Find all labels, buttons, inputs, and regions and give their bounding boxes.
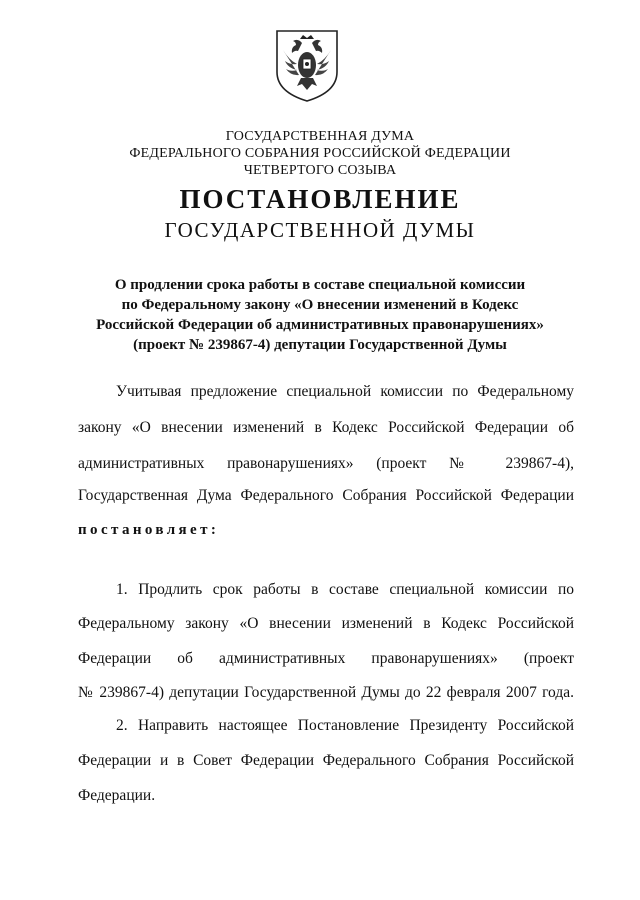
issuer-line: ФЕДЕРАЛЬНОГО СОБРАНИЯ РОССИЙСКОЙ ФЕДЕРАЦИИ bbox=[129, 146, 511, 161]
document-type-title: ПОСТАНОВЛЕНИЕ bbox=[179, 184, 461, 214]
document-type-subtitle: ГОСУДАРСТВЕННОЙ ДУМЫ bbox=[164, 218, 476, 242]
item-2-line: Федерации. bbox=[78, 787, 156, 804]
item-2-line: Федерации и в Совет Федерации Федерального Собрания Российской bbox=[78, 752, 574, 769]
item-1-line: Федерации об административных правонарушениях» (проект bbox=[78, 650, 574, 667]
subject-line: по Федеральному закону «О внесении изменений в Кодекс bbox=[121, 297, 519, 313]
item-1-line: № 239867-4) депутации Государственной Думы до 22 февраля 2007 года. bbox=[78, 684, 574, 701]
issuer-line: ЧЕТВЕРТОГО СОЗЫВА bbox=[243, 163, 397, 178]
preamble-line: Учитывая предложение специальной комиссии по Федеральному bbox=[116, 383, 574, 400]
double-headed-eagle-emblem-icon bbox=[274, 28, 340, 104]
preamble-line: Государственная Дума Федерального Собрания Российской Федерации bbox=[78, 487, 574, 504]
decree-word: постановляет: bbox=[78, 522, 220, 538]
item-1-line: 1. Продлить срок работы в составе специальной комиссии по bbox=[116, 581, 574, 598]
issuer-line: ГОСУДАРСТВЕННАЯ ДУМА bbox=[225, 129, 415, 144]
subject-line: О продлении срока работы в составе специальной комиссии bbox=[114, 277, 526, 293]
preamble-line: закону «О внесении изменений в Кодекс Российской Федерации об bbox=[78, 419, 574, 436]
preamble-line: административных правонарушениях» (проект № 239867-4), bbox=[78, 455, 574, 472]
item-2-line: 2. Направить настоящее Постановление Президенту Российской bbox=[116, 717, 574, 734]
subject-line: (проект № 239867-4) депутации Государственной Думы bbox=[133, 337, 507, 353]
subject-line: Российской Федерации об административных правонарушениях» bbox=[96, 317, 544, 333]
item-1-line: Федеральному закону «О внесении изменений в Кодекс Российской bbox=[78, 615, 574, 632]
